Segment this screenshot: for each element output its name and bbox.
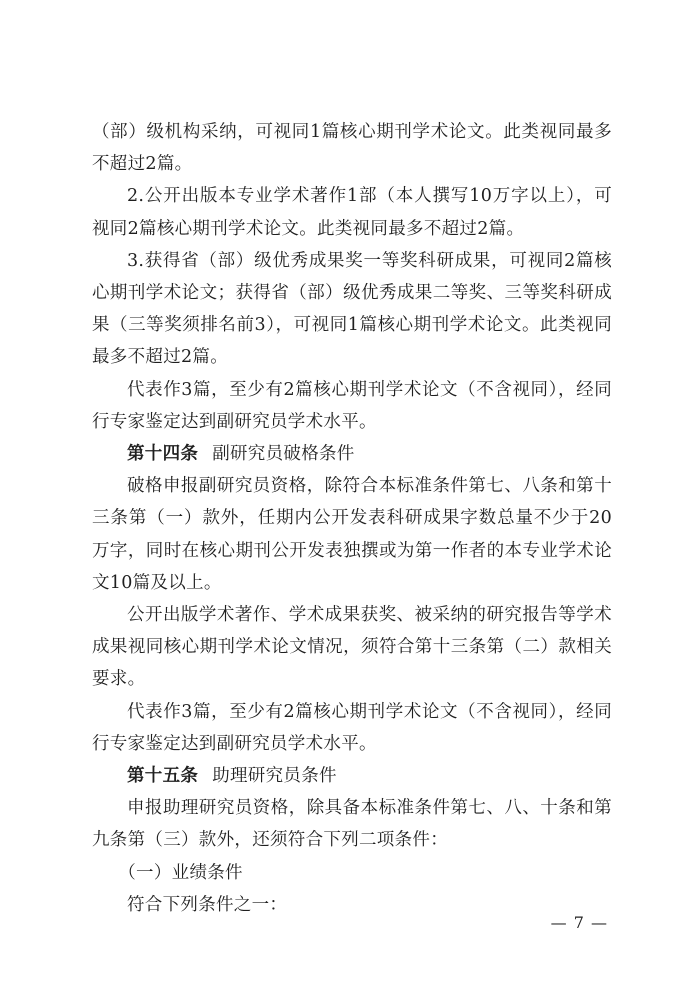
subsection-label: （一）业绩条件 <box>118 862 243 883</box>
article-title: 副研究员破格条件 <box>212 444 355 465</box>
body-paragraph: 公开出版学术著作、学术成果获奖、被采纳的研究报告等学术成果视同核心期刊学术论文情况，须符合第十三条第（二）款相关要求。 <box>92 605 612 690</box>
body-paragraph: 代表作3篇，至少有2篇核心期刊学术论文（不含视同），经同行专家鉴定达到副研究员学术水平。 <box>92 701 612 754</box>
section-heading <box>92 438 612 470</box>
section-heading <box>92 760 612 792</box>
page-number: — 7 — <box>550 913 608 932</box>
article-number: 第十五条 <box>127 766 199 787</box>
article-title: 助理研究员条件 <box>212 766 337 787</box>
document-body <box>92 116 612 921</box>
body-paragraph: 代表作3篇，至少有2篇核心期刊学术论文（不含视同），经同行专家鉴定达到副研究员学术水平。 <box>92 379 612 432</box>
body-paragraph: 3.获得省（部）级优秀成果奖一等奖科研成果，可视同2篇核心期刊学术论文；获得省（部）级优秀成果二等奖、三等奖科研成果（三等奖须排名前3），可视同1篇核心期刊学术论文。此类视同最多不超过2篇。 <box>92 250 612 368</box>
article-number: 第十四条 <box>127 444 199 465</box>
continued-paragraph: （部）级机构采纳，可视同1篇核心期刊学术论文。此类视同最多不超过2篇。 <box>92 122 612 175</box>
body-paragraph: 2.公开出版本专业学术著作1部（本人撰写10万字以上），可视同2篇核心期刊学术论文。此类视同最多不超过2篇。 <box>92 186 612 239</box>
body-paragraph: 申报助理研究员资格，除具备本标准条件第七、八、十条和第九条第（三）款外，还须符合下列二项条件： <box>92 798 612 851</box>
body-paragraph: 破格申报副研究员资格，除符合本标准条件第七、八条和第十三条第（一）款外，任期内公开发表科研成果字数总量不少于20万字，同时在核心期刊公开发表独撰或为第一作者的本专业学术论文10篇及以上。 <box>92 476 612 593</box>
body-paragraph: 符合下列条件之一： <box>127 894 288 915</box>
